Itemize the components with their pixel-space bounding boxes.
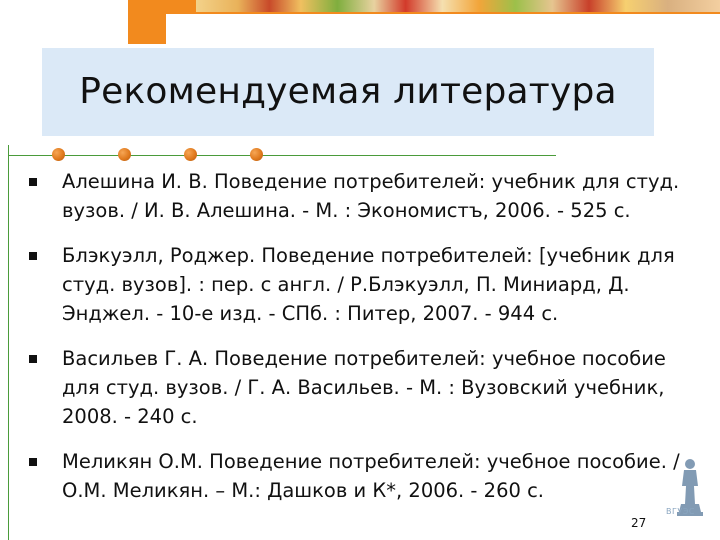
reference-text: Меликян О.М. Поведение потребителей: учебное пособие. / О.М. Меликян. – М.: Дашков и К*, 2006. - 260 с. (62, 450, 680, 502)
reference-text: Алешина И. В. Поведение потребителей: учебник для студ. вузов. / И. В. Алешина. - М. : Экономистъ, 2006. - 525 с. (62, 170, 680, 222)
orange-dot-icon (184, 148, 197, 161)
list-item (22, 167, 682, 225)
square-bullet-icon (29, 458, 37, 466)
orange-dot-icon (52, 148, 65, 161)
reference-list (22, 167, 682, 521)
orange-accent-bar (166, 0, 196, 12)
reference-text: Блэкуэлл, Роджер. Поведение потребителей: [учебник для студ. вузов]. : пер. с англ. / Р.Блэкуэлл, П. Миниард, Д. Энджел. - 10-е изд. - СПб. : Питер, 2007. - 944 с. (62, 244, 675, 325)
list-item (22, 344, 682, 431)
seal-logo-text: ВГУЭС (666, 507, 695, 516)
square-bullet-icon (29, 252, 37, 260)
square-bullet-icon (29, 355, 37, 363)
orange-dot-icon (250, 148, 263, 161)
list-item (22, 241, 682, 328)
top-banner (0, 0, 720, 12)
square-bullet-icon (29, 178, 37, 186)
page-number: 27 (631, 516, 647, 530)
list-item (22, 447, 682, 505)
slide-title: Рекомендуемая литература (79, 71, 617, 112)
orange-underline (166, 12, 720, 14)
green-horizontal-rule (8, 155, 556, 156)
reference-text: Васильев Г. А. Поведение потребителей: учебное пособие для студ. вузов. / Г. А. Васильев. - М. : Вузовский учебник, 2008. - 240 с. (62, 347, 666, 428)
orange-dot-icon (118, 148, 131, 161)
green-vertical-rule (8, 145, 9, 540)
title-box (42, 48, 654, 136)
fruit-photo-strip (196, 0, 720, 12)
orange-accent-block (128, 0, 166, 44)
